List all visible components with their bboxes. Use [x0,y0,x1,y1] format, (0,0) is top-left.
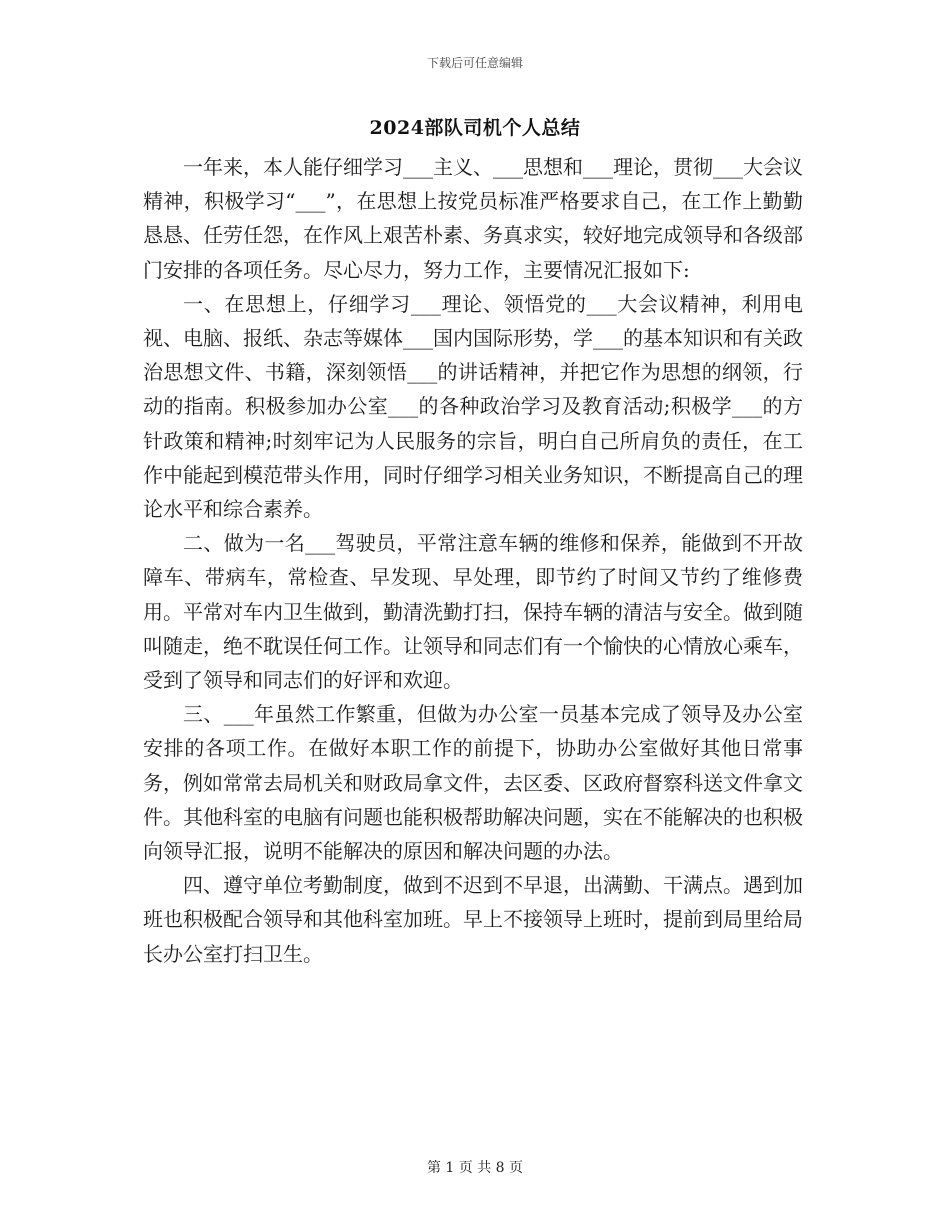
document-title: 2024部队司机个人总结 [369,117,581,139]
document-body [143,150,803,971]
paragraph-section-4: 四、遵守单位考勤制度，做到不迟到不早退，出满勤、干满点。遇到加班也积极配合领导和其他科室加班。早上不接领导上班时，提前到局里给局长办公室打扫卫生。 [143,873,803,966]
header-note: 下载后可任意编辑 [426,56,523,70]
paragraph-intro: 一年来，本人能仔细学习___主义、___思想和___理论，贯彻___大会议精神，积极学习“___”，在思想上按党员标准严格要求自己，在工作上勤勤恳恳、任劳任怨，在作风上艰苦朴素、务真求实，较好地完成领导和各级部门安排的各项任务。尽心尽力，努力工作，主要情况汇报如下: [143,155,803,282]
paragraph-section-2: 二、做为一名___驾驶员，平常注意车辆的维修和保养，能做到不开故障车、带病车，常检查、早发现、早处理，即节约了时间又节约了维修费用。平常对车内卫生做到，勤清洗勤打扫，保持车辆的清洁与安全。做到随叫随走，绝不耽误任何工作。让领导和同志们有一个愉快的心情放心乘车，受到了领导和同志们的好评和欢迎。 [143,531,803,693]
paragraph-section-3: 三、___年虽然工作繁重，但做为办公室一员基本完成了领导及办公室安排的各项工作。在做好本职工作的前提下，协助办公室做好其他日常事务，例如常常去局机关和财政局拿文件，去区委、区政府督察科送文件拿文件。其他科室的电脑有问题也能积极帮助解决问题，实在不能解决的也积极向领导汇报，说明不能解决的原因和解决问题的办法。 [143,702,803,864]
paragraph-section-1: 一、在思想上，仔细学习___理论、领悟党的___大会议精神，利用电视、电脑、报纸、杂志等媒体___国内国际形势，学___的基本知识和有关政治思想文件、书籍，深刻领悟___的讲话精神，并把它作为思想的纲领，行动的指南。积极参加办公室___的各种政治学习及教育活动;积极学___的方针政策和精神;时刻牢记为人民服务的宗旨，明白自己所肩负的责任，在工作中能起到模范带头作用，同时仔细学习相关业务知识，不断提高自己的理论水平和综合素养。 [143,291,803,522]
page-number: 第 1 页 共 8 页 [426,1160,524,1176]
